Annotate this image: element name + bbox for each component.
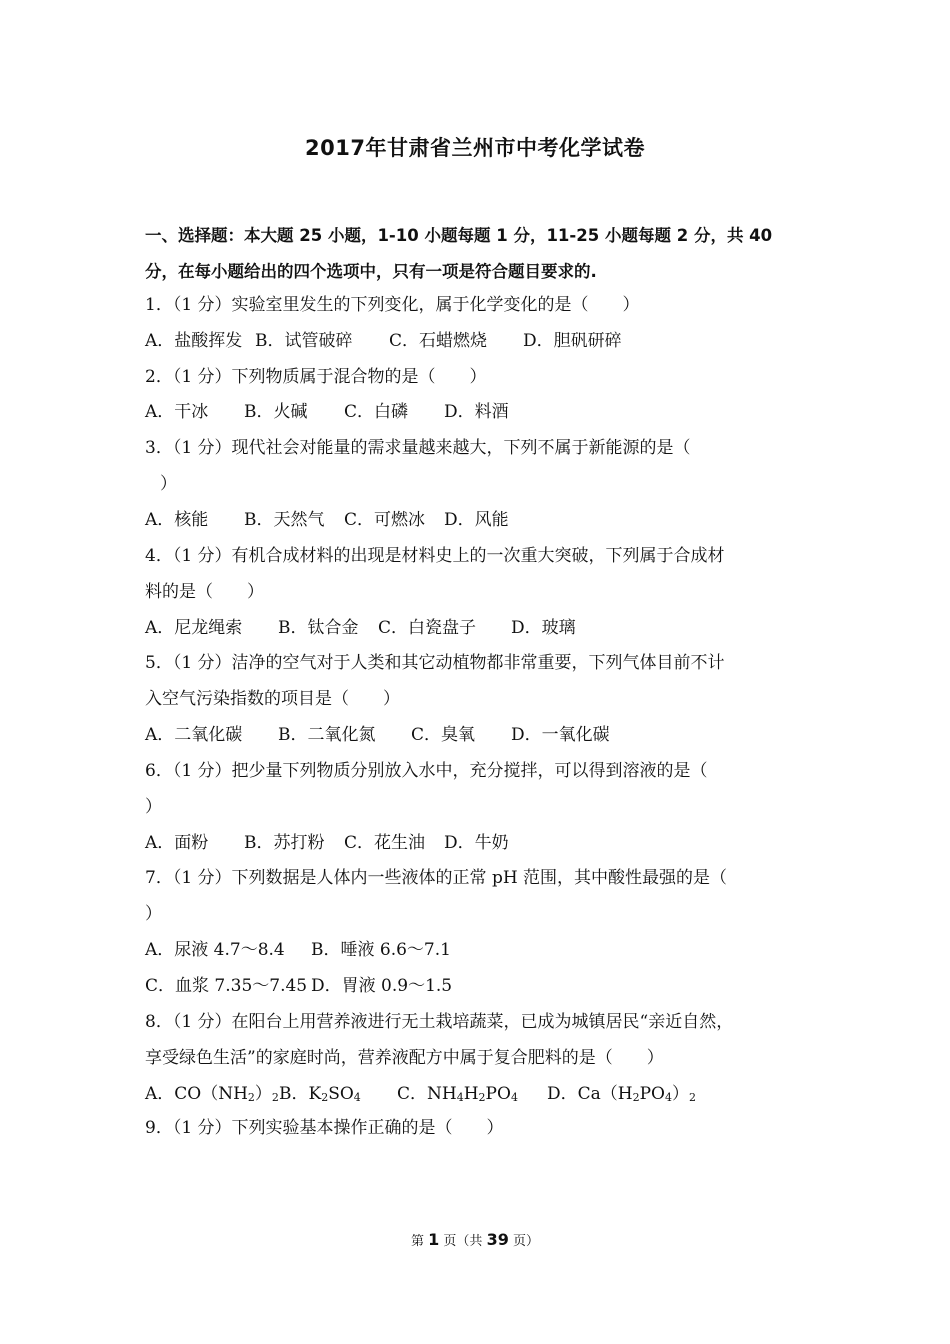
q4-option-a: A．尼龙绳索 <box>145 618 243 638</box>
footer-middle: 页（共 <box>443 1234 483 1249</box>
q1-option-c: C．石蜡燃烧 <box>389 331 488 351</box>
question-5-stem-line-2: 入空气污染指数的项目是（ ） <box>145 689 400 709</box>
question-3-stem-line-1: 3．（1 分）现代社会对能量的需求量越来越大，下列不属于新能源的是（ <box>145 438 691 458</box>
q5-option-a: A．二氧化碳 <box>145 725 243 745</box>
question-8-stem-line-1: 8．（1 分）在阳台上用营养液进行无土栽培蔬菜，已成为城镇居民“亲近自然， <box>145 1012 734 1032</box>
q3-option-b: B．天然气 <box>244 510 325 530</box>
q6-option-c: C．花生油 <box>344 833 426 853</box>
q8-option-a: A．$CO(NH_2)_2$ <box>145 1084 279 1104</box>
q6-option-a: A．面粉 <box>145 833 209 853</box>
q4-option-c: C．白瓷盘子 <box>378 618 477 638</box>
q3-option-d: D．风能 <box>444 510 509 530</box>
q1-option-a: A．盐酸挥发 <box>145 331 243 351</box>
footer-prefix: 第 <box>410 1234 424 1249</box>
q6-option-d: D．牛奶 <box>444 833 509 853</box>
q8-option-c: C．$NH_4H_2PO_4$ <box>397 1084 518 1104</box>
question-2-options <box>145 401 825 423</box>
section-heading-line-1: 一、选择题：本大题 25 小题，1-10 小题每题 1 分，11-25 小题每题 2 分，共 40 <box>145 226 773 245</box>
q7-option-c: C．血浆 7.35～7.45 <box>145 976 308 996</box>
q7-option-a: A．尿液 4.7～8.4 <box>145 940 285 960</box>
q6-option-b: B．苏打粉 <box>244 833 325 853</box>
question-6-stem-line-2: ） <box>145 797 162 817</box>
question-7-stem-line-2: ） <box>145 904 162 924</box>
q1-option-d: D．胆矾研碎 <box>523 331 622 351</box>
page-title: 2017年甘肃省兰州市中考化学试卷 <box>305 136 645 160</box>
q1-option-b: B．试管破碎 <box>255 331 353 351</box>
section-heading-line-2: 分，在每小题给出的四个选项中，只有一项是符合题目要求的. <box>145 262 597 281</box>
question-3-options <box>145 509 825 531</box>
question-4-stem-line-2: 料的是（ ） <box>145 582 264 602</box>
q5-option-d: D．一氧化碳 <box>511 725 610 745</box>
question-9-stem: 9．（1 分）下列实验基本操作正确的是（ ） <box>145 1118 504 1138</box>
page-footer <box>0 1230 950 1249</box>
question-4-stem-line-1: 4．（1 分）有机合成材料的出现是材料史上的一次重大突破，下列属于合成材 <box>145 546 725 566</box>
q7-option-d: D．胃液 0.9～1.5 <box>311 976 453 996</box>
question-4-options <box>145 617 825 639</box>
question-1-options <box>145 330 825 352</box>
q5-option-b: B．二氧化氮 <box>278 725 376 745</box>
question-8-stem-line-2: 享受绿色生活”的家庭时尚，营养液配方中属于复合肥料的是（ ） <box>145 1048 664 1068</box>
q2-option-b: B．火碱 <box>244 402 308 422</box>
footer-suffix: 页） <box>512 1234 539 1249</box>
q5-option-c: C．臭氧 <box>411 725 476 745</box>
question-3-stem-line-2: ） <box>160 474 177 494</box>
q8-option-d: D．$Ca(H_2PO_4)_2$ <box>547 1084 696 1104</box>
question-7-options-row-1 <box>145 939 825 961</box>
q3-option-c: C．可燃冰 <box>344 510 426 530</box>
question-2-stem: 2．（1 分）下列物质属于混合物的是（ ） <box>145 367 487 387</box>
q4-option-d: D．玻璃 <box>511 618 576 638</box>
question-5-stem-line-1: 5．（1 分）洁净的空气对于人类和其它动植物都非常重要，下列气体目前不计 <box>145 653 725 673</box>
question-6-stem-line-1: 6．（1 分）把少量下列物质分别放入水中，充分搅拌，可以得到溶液的是（ <box>145 761 708 781</box>
q4-option-b: B．钛合金 <box>278 618 359 638</box>
q3-option-a: A．核能 <box>145 510 209 530</box>
q2-option-a: A．干冰 <box>145 402 209 422</box>
question-1-stem: 1．（1 分）实验室里发生的下列变化，属于化学变化的是（ ） <box>145 295 640 315</box>
q2-option-c: C．白磷 <box>344 402 409 422</box>
q2-option-d: D．料酒 <box>444 402 509 422</box>
question-6-options <box>145 832 825 854</box>
question-7-options-row-2 <box>145 975 825 997</box>
footer-total-pages: 39 <box>486 1230 509 1249</box>
q8-option-b: B．$K_2SO_4$ <box>279 1084 361 1104</box>
question-8-options <box>145 1083 825 1109</box>
footer-page-number: 1 <box>428 1230 440 1249</box>
question-5-options <box>145 724 825 746</box>
question-7-stem-line-1: 7．（1 分）下列数据是人体内一些液体的正常 pH 范围，其中酸性最强的是（ <box>145 868 728 888</box>
q7-option-b: B．唾液 6.6～7.1 <box>311 940 451 960</box>
